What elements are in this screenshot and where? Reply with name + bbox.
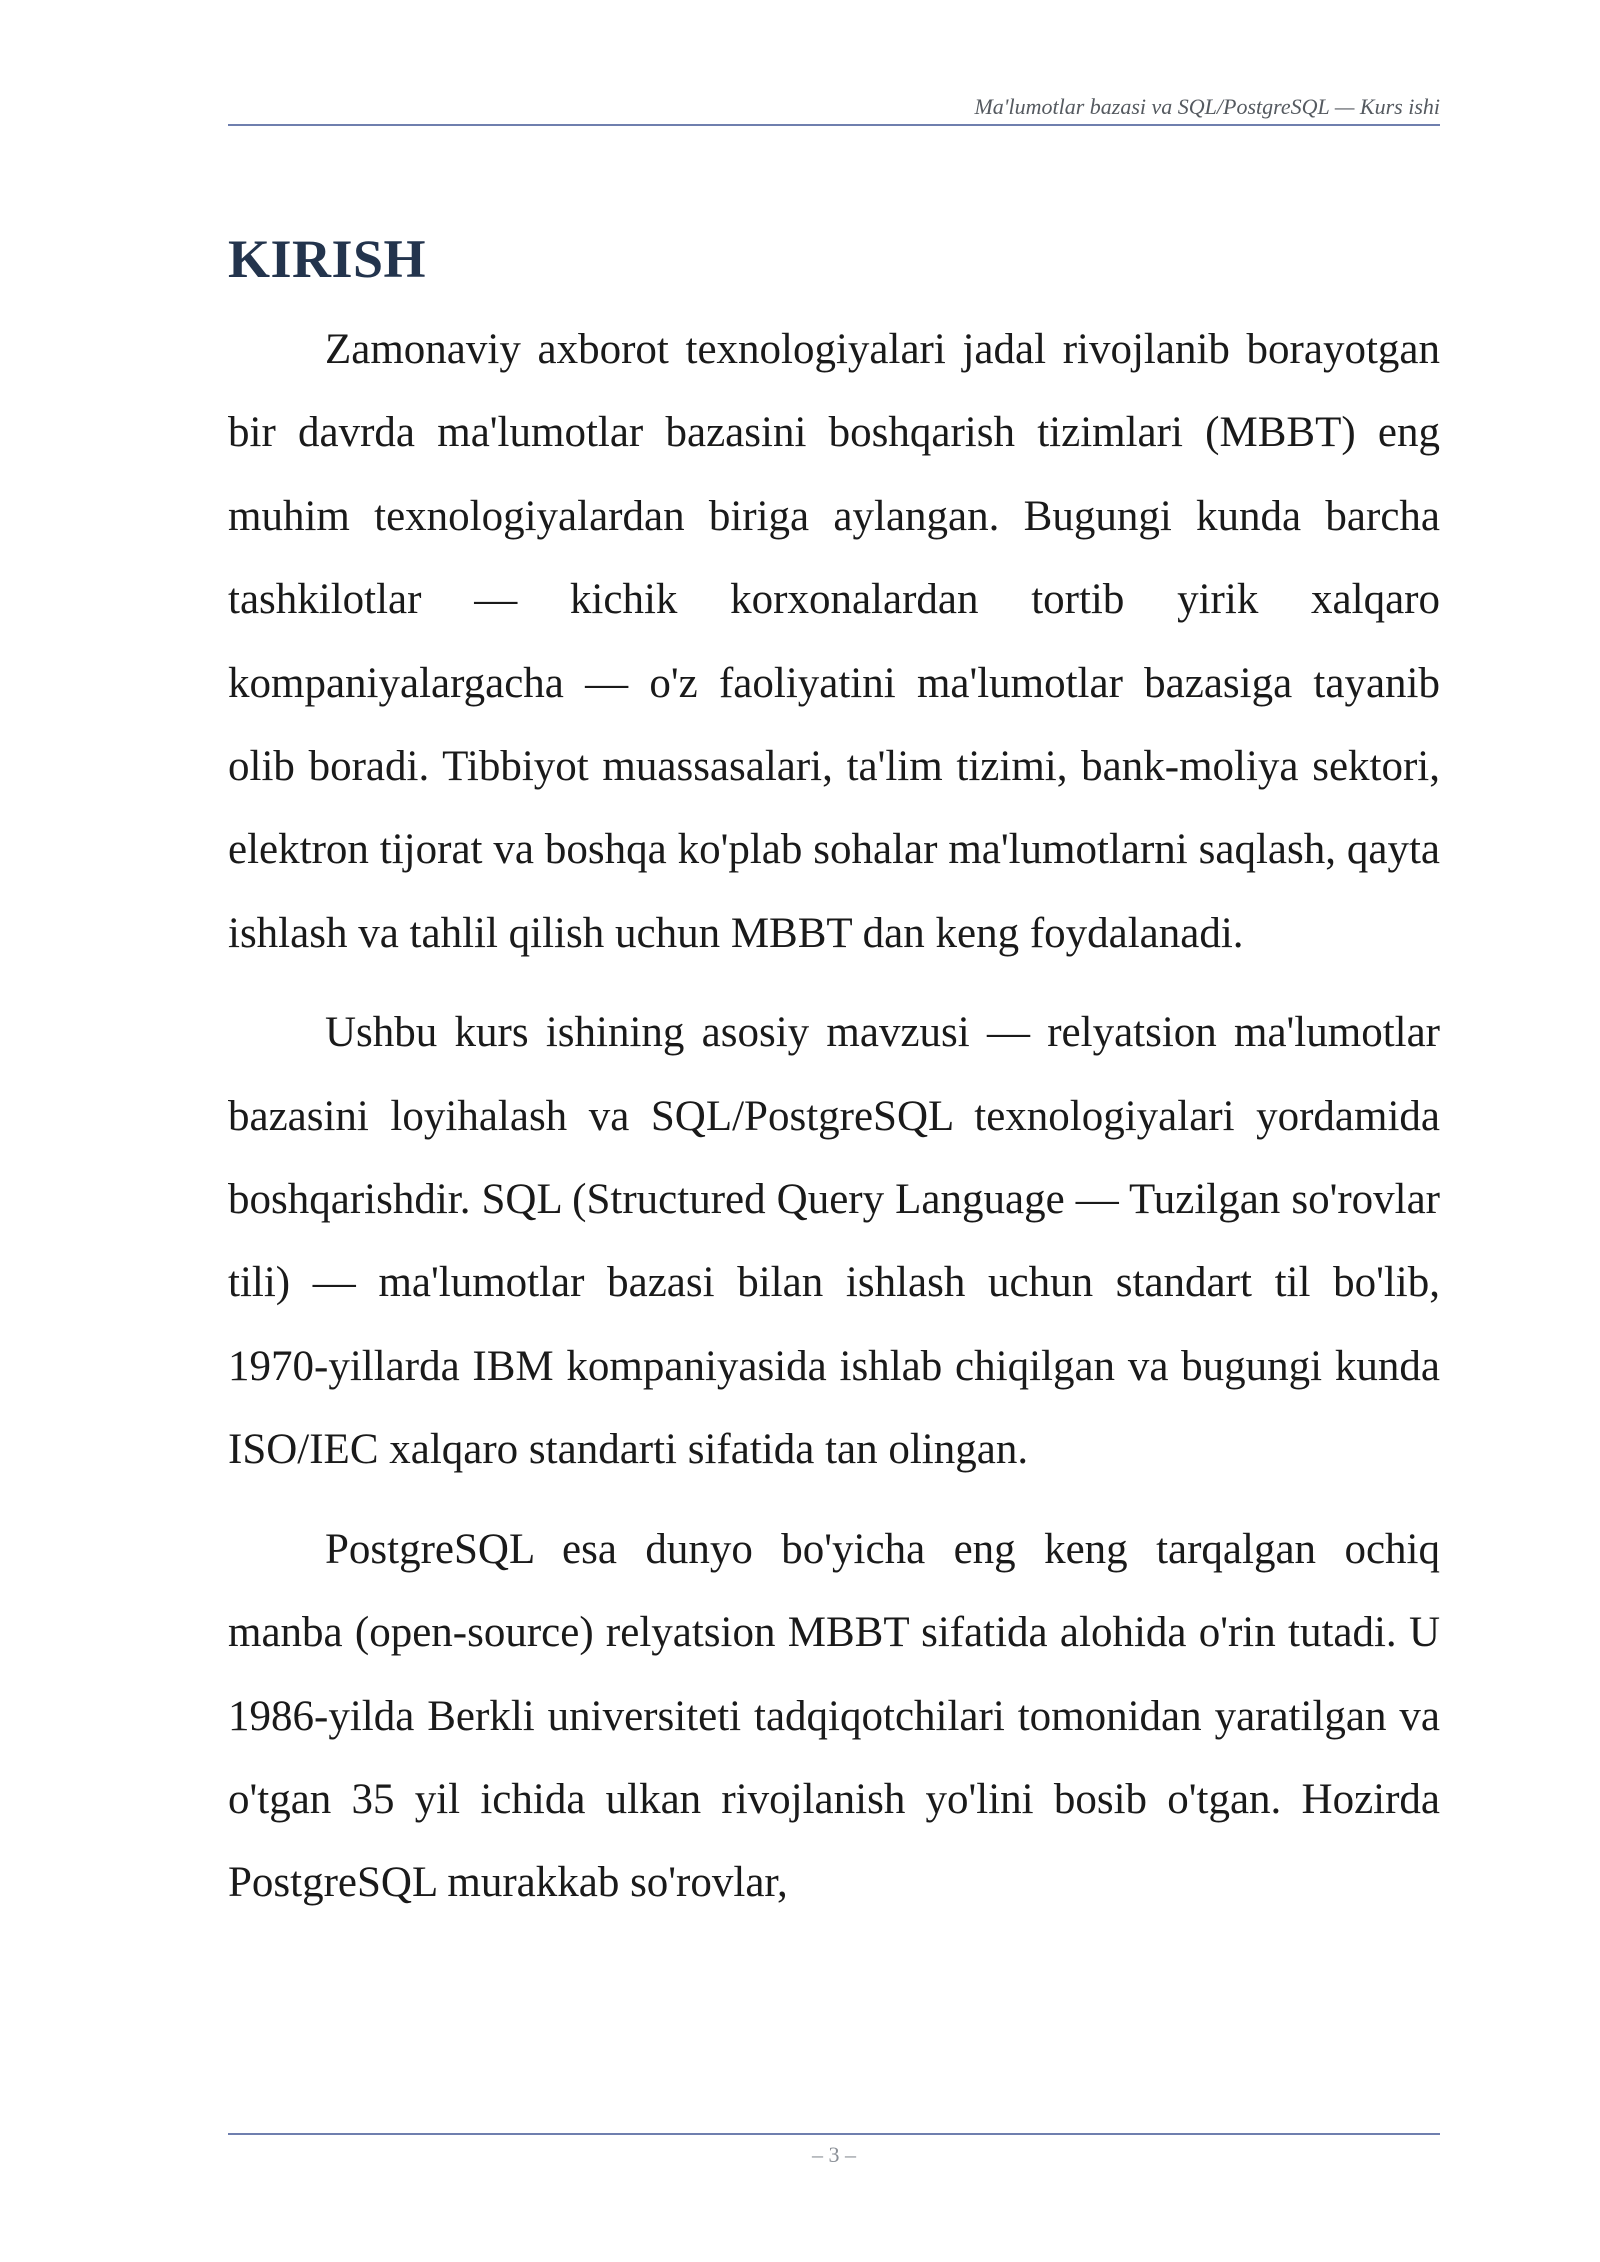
paragraph-2: Ushbu kurs ishining asosiy mavzusi — relyatsion ma'lumotlar bazasini loyihalash va SQL/PostgreSQL texnologiyalari yordamida boshqarishdir. SQL (Structured Query Language — Tuzilgan so'rovlar tili) — ma'lumotlar bazasi bilan ishlash uchun standart til bo'lib, 1970-yillarda IBM kompaniyasida ishlab chiqilgan va bugungi kunda ISO/IEC xalqaro standarti sifatida tan olingan.	[228, 1009, 1440, 1474]
paragraph-3: PostgreSQL esa dunyo bo'yicha eng keng tarqalgan ochiq manba (open-source) relyatsion MBBT sifatida alohida o'rin tutadi. U 1986-yilda Berkli universiteti tadqiqotchilari tomonidan yaratilgan va o'tgan 35 yil ichida ulkan rivojlanish yo'lini bosib o'tgan. Hozirda PostgreSQL murakkab so'rovlar,	[228, 1525, 1440, 1907]
header-divider	[228, 124, 1440, 126]
footer-divider	[228, 2133, 1440, 2135]
page-number: – 3 –	[812, 2142, 856, 2167]
running-header: Ma'lumotlar bazasi va SQL/PostgreSQL — Kurs ishi	[974, 94, 1440, 119]
body-text	[228, 308, 1440, 1941]
paragraph-1: Zamonaviy axborot texnologiyalari jadal rivojlanib borayotgan bir davrda ma'lumotlar bazasini boshqarish tizimlari (MBBT) eng muhim texnologiyalardan biriga aylangan. Bugungi kunda barcha tashkilotlar — kichik korxonalardan tortib yirik xalqaro kompaniyalargacha — o'z faoliyatini ma'lumotlar bazasiga tayanib olib boradi. Tibbiyot muassasalari, ta'lim tizimi, bank-moliya sektori, elektron tijorat va boshqa ko'plab sohalar ma'lumotlarni saqlash, qayta ishlash va tahlil qilish uchun MBBT dan keng foydalanadi.	[228, 326, 1440, 957]
section-heading: KIRISH	[228, 229, 427, 289]
